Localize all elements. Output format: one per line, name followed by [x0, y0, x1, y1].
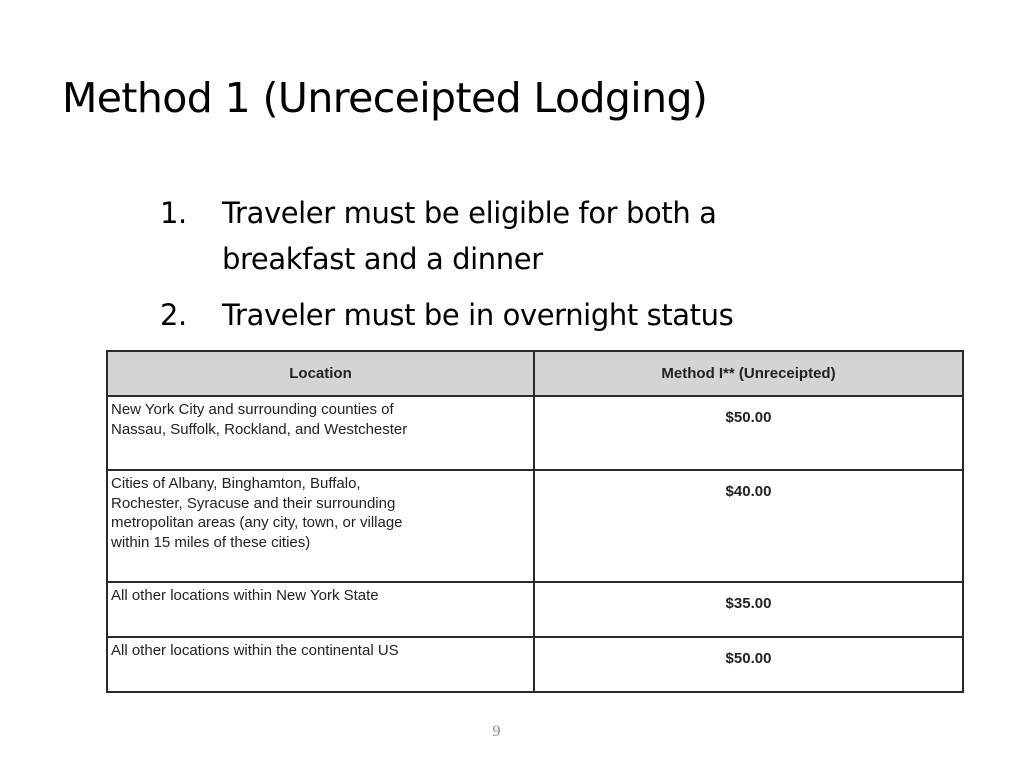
location-cell: All other locations within the continental US	[107, 637, 534, 692]
list-item-text: Traveler must be in overnight status	[222, 298, 734, 332]
slide-title: Method 1 (Unreceipted Lodging)	[62, 74, 708, 122]
requirements-list	[160, 190, 840, 348]
table-row	[107, 582, 963, 637]
table-row	[107, 470, 963, 582]
list-item-text: Traveler must be eligible for both a breakfast and a dinner	[222, 196, 717, 276]
location-cell: All other locations within New York State	[107, 582, 534, 637]
list-item-number: 2.	[160, 298, 187, 332]
lodging-rates-table	[106, 350, 964, 693]
location-cell: New York City and surrounding counties of Nassau, Suffolk, Rockland, and Westchester	[107, 396, 534, 470]
column-header-location: Location	[107, 351, 534, 396]
list-item	[160, 190, 840, 282]
table-header-row	[107, 351, 963, 396]
page-number: 9	[492, 723, 501, 740]
column-header-method: Method I** (Unreceipted)	[534, 351, 963, 396]
table-row	[107, 637, 963, 692]
table-row	[107, 396, 963, 470]
list-item	[160, 292, 840, 338]
list-item-number: 1.	[160, 196, 187, 230]
amount-cell: $40.00	[534, 470, 963, 582]
amount-cell: $50.00	[534, 396, 963, 470]
amount-cell: $50.00	[534, 637, 963, 692]
amount-cell: $35.00	[534, 582, 963, 637]
location-cell: Cities of Albany, Binghamton, Buffalo, Rochester, Syracuse and their surrounding metropolitan areas (any city, town, or village within 15 miles of these cities)	[107, 470, 534, 582]
